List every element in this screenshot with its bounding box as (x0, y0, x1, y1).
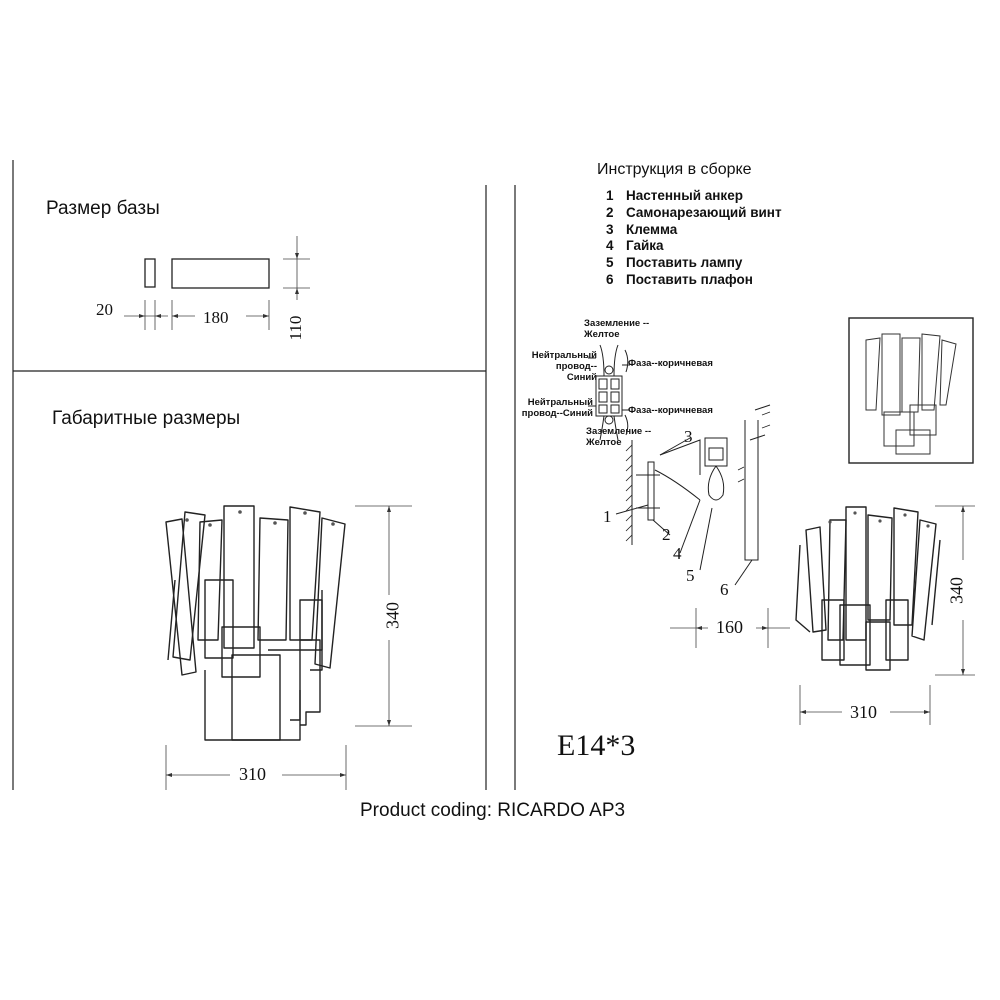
callout-6: 6 (720, 580, 729, 599)
overall-width-label: 310 (239, 764, 266, 784)
assembly-step: 6 Поставить плафон (606, 271, 753, 287)
callout-2: 2 (662, 525, 671, 544)
wire-label-neutral-top: Нейтральный провод--Синий (531, 350, 597, 383)
callout-4: 4 (673, 544, 682, 563)
wire-label-ground-top: Заземление --Желтое (584, 318, 650, 340)
product-coding: Product coding: RICARDO AP3 (360, 800, 626, 821)
assembly-step: 5 Поставить лампу (606, 255, 743, 271)
assembly-step: 3 Клемма (606, 221, 678, 237)
callout-3: 3 (684, 427, 693, 446)
base-dim-length: 180 (203, 308, 229, 327)
assembly-step: 4 Гайка (606, 238, 664, 254)
overall-title: Габаритные размеры (52, 408, 241, 429)
wire-label-ground-bottom: Заземление --Желтое (586, 426, 652, 448)
wire-label-phase-top: Фаза--коричневая (628, 358, 713, 369)
front-height-label: 340 (946, 577, 967, 604)
wire-label-neutral-bottom: Нейтральный провод--Синий (521, 397, 593, 419)
base-size-title: Размер базы (46, 198, 160, 219)
base-dim-height: 110 (286, 315, 305, 341)
assembly-title: Инструкция в сборке (597, 161, 752, 178)
side-width-label: 160 (716, 617, 743, 637)
callout-1: 1 (603, 507, 612, 526)
overall-height-label: 340 (382, 602, 403, 629)
assembly-step: 2 Самонарезающий винт (606, 204, 782, 220)
callout-5: 5 (686, 566, 695, 585)
front-width-label: 310 (850, 702, 877, 722)
wire-label-phase-bottom: Фаза--коричневая (628, 405, 713, 416)
assembly-step: 1 Настенный анкер (606, 188, 743, 203)
lamp-spec: E14*3 (557, 729, 636, 762)
base-dim-width: 20 (96, 300, 113, 319)
